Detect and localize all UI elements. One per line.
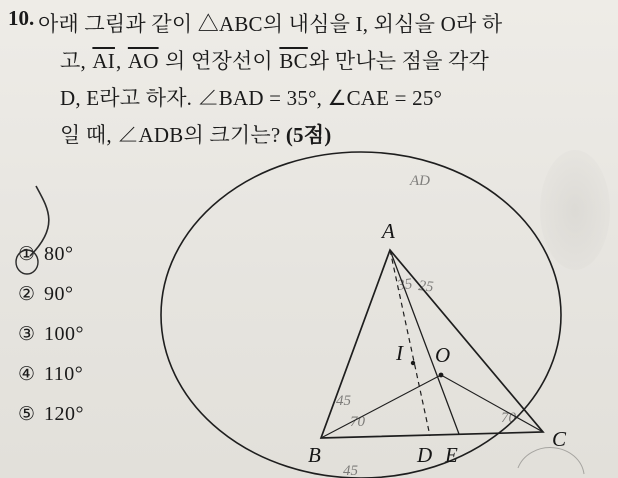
label-o: O bbox=[435, 343, 451, 367]
handwritten-angle-b2: 70 bbox=[350, 414, 365, 430]
choice-marker-3: ③ bbox=[18, 323, 36, 345]
bleedthrough-arc bbox=[518, 448, 584, 474]
label-d: D bbox=[417, 443, 433, 467]
question-block bbox=[8, 6, 612, 154]
handwritten-angle-b: 45 bbox=[336, 393, 351, 409]
choice-marker-4: ④ bbox=[18, 363, 36, 385]
question-line-3: D, E라고 하자. ∠BAD = 35°, ∠CAE = 25° bbox=[60, 86, 443, 110]
choice-label-2: 90° bbox=[44, 283, 74, 305]
question-line-2 bbox=[60, 43, 612, 80]
question-line-4 bbox=[60, 117, 612, 154]
question-line-4-text: 일 때, ∠ADB의 크기는? bbox=[60, 123, 286, 147]
choice-label-3: 100° bbox=[44, 323, 84, 345]
handwritten-angle-a-left: 35 bbox=[396, 276, 414, 294]
choice-label-5: 120° bbox=[44, 403, 84, 425]
choice-label-1: 80° bbox=[44, 243, 74, 265]
segment-ao: $\overline{AO}$ bbox=[127, 49, 159, 73]
handwritten-bottom-note: 45 bbox=[343, 463, 358, 478]
handwritten-top-note: AD bbox=[410, 173, 430, 189]
label-b: B bbox=[308, 443, 321, 467]
circumcenter-point bbox=[439, 373, 444, 378]
pencil-pointer-mark bbox=[0, 180, 160, 300]
segment-o-to-c bbox=[441, 375, 543, 432]
segment-bc: $\overline{BC}$ bbox=[279, 49, 308, 73]
question-line-1: 아래 그림과 같이 △ABC의 내심을 I, 외심을 O라 하 bbox=[38, 12, 503, 36]
label-e: E bbox=[445, 443, 458, 467]
question-line-2-part-a: 고, bbox=[60, 49, 92, 73]
choice-marker-1: ① bbox=[18, 243, 36, 265]
label-i: I bbox=[396, 341, 403, 365]
choice-marker-5: ⑤ bbox=[18, 403, 36, 425]
page-smudge bbox=[540, 150, 610, 270]
question-line-2-part-c: 의 연장선이 bbox=[159, 49, 279, 73]
choice-label-4: 110° bbox=[44, 363, 84, 385]
label-c: C bbox=[552, 427, 567, 451]
incenter-point bbox=[411, 361, 415, 365]
question-line-2-part-b: , bbox=[115, 49, 127, 73]
question-points: (5점) bbox=[285, 123, 332, 147]
question-number: 10. bbox=[8, 6, 35, 30]
choice-marker-2: ② bbox=[18, 283, 36, 305]
question-line-2-part-d: 와 만나는 점을 각각 bbox=[308, 49, 490, 73]
handwritten-angle-a-right: 25 bbox=[417, 278, 435, 296]
label-a: A bbox=[382, 219, 395, 243]
segment-ai: $\overline{AI}$ bbox=[92, 49, 115, 73]
handwritten-angle-c: 70 bbox=[501, 410, 516, 426]
